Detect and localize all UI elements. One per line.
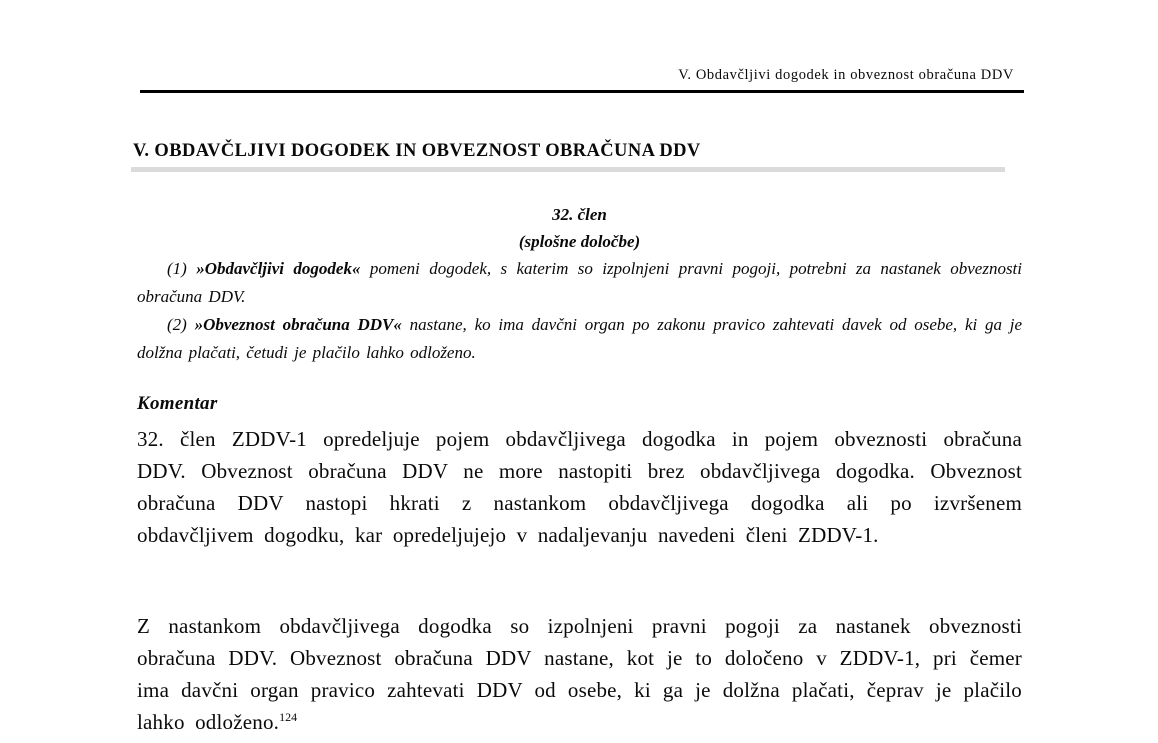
- law-paragraph-2-term: »Obveznost obračuna DDV«: [194, 315, 402, 334]
- law-paragraph-1-marker: (1): [167, 259, 187, 278]
- article-subtitle: (splošne določbe): [518, 232, 641, 251]
- law-paragraph-1-text: pomeni dogodek, s katerim so izpolnjeni pravni pogoji, potrebni za nastanek obveznosti obračuna DDV.: [137, 259, 1023, 306]
- commentary-paragraph-1: 32. člen ZDDV-1 opredeljuje pojem obdavčljivega dogodka in pojem obveznosti obračuna DDV. Obveznost obračuna DDV ne more nastopiti brez obdavčljivega dogodka. Obveznost obračuna DDV nastopi hkrati z nastankom obdavčljivega dogodka ali po izvršenem obdavčljivem dogodku, kar opredeljujejo v nadaljevanju navedeni členi ZDDV-1.: [137, 427, 1022, 547]
- law-paragraph-1-term: »Obdavčljivi dogodek«: [196, 259, 361, 278]
- article-block: [137, 201, 1022, 367]
- commentary-paragraph-2-text: Z nastankom obdavčljivega dogodka so izpolnjeni pravni pogoji za nastanek obveznosti obračuna DDV. Obveznost obračuna DDV nastane, kot je to določeno v ZDDV-1, pri čemer ima davčni organ pravico zahtevati DDV od osebe, ki ga je dolžna plačati, čeprav je plačilo lahko odloženo.: [137, 614, 1022, 734]
- commentary-paragraph-2: [137, 610, 1022, 738]
- footnote-reference: 124: [279, 710, 298, 724]
- running-header: V. Obdavčljivi dogodek in obveznost obračuna DDV: [678, 67, 1014, 83]
- section-heading: V. OBDAVČLJIVI DOGODEK IN OBVEZNOST OBRAČUNA DDV: [133, 141, 701, 161]
- article-number: 32. člen: [552, 205, 607, 224]
- law-paragraph-1: [137, 255, 1022, 311]
- law-paragraph-2: [137, 311, 1022, 367]
- header-rule: [140, 90, 1024, 93]
- heading-underline-bar: [131, 167, 1005, 172]
- law-paragraph-2-text: nastane, ko ima davčni organ po zakonu pravico zahtevati davek od osebe, ki ga je dolžna plačati, četudi je plačilo lahko odloženo.: [137, 315, 1023, 362]
- law-paragraph-2-marker: (2): [167, 315, 187, 334]
- commentary-heading: Komentar: [137, 393, 218, 414]
